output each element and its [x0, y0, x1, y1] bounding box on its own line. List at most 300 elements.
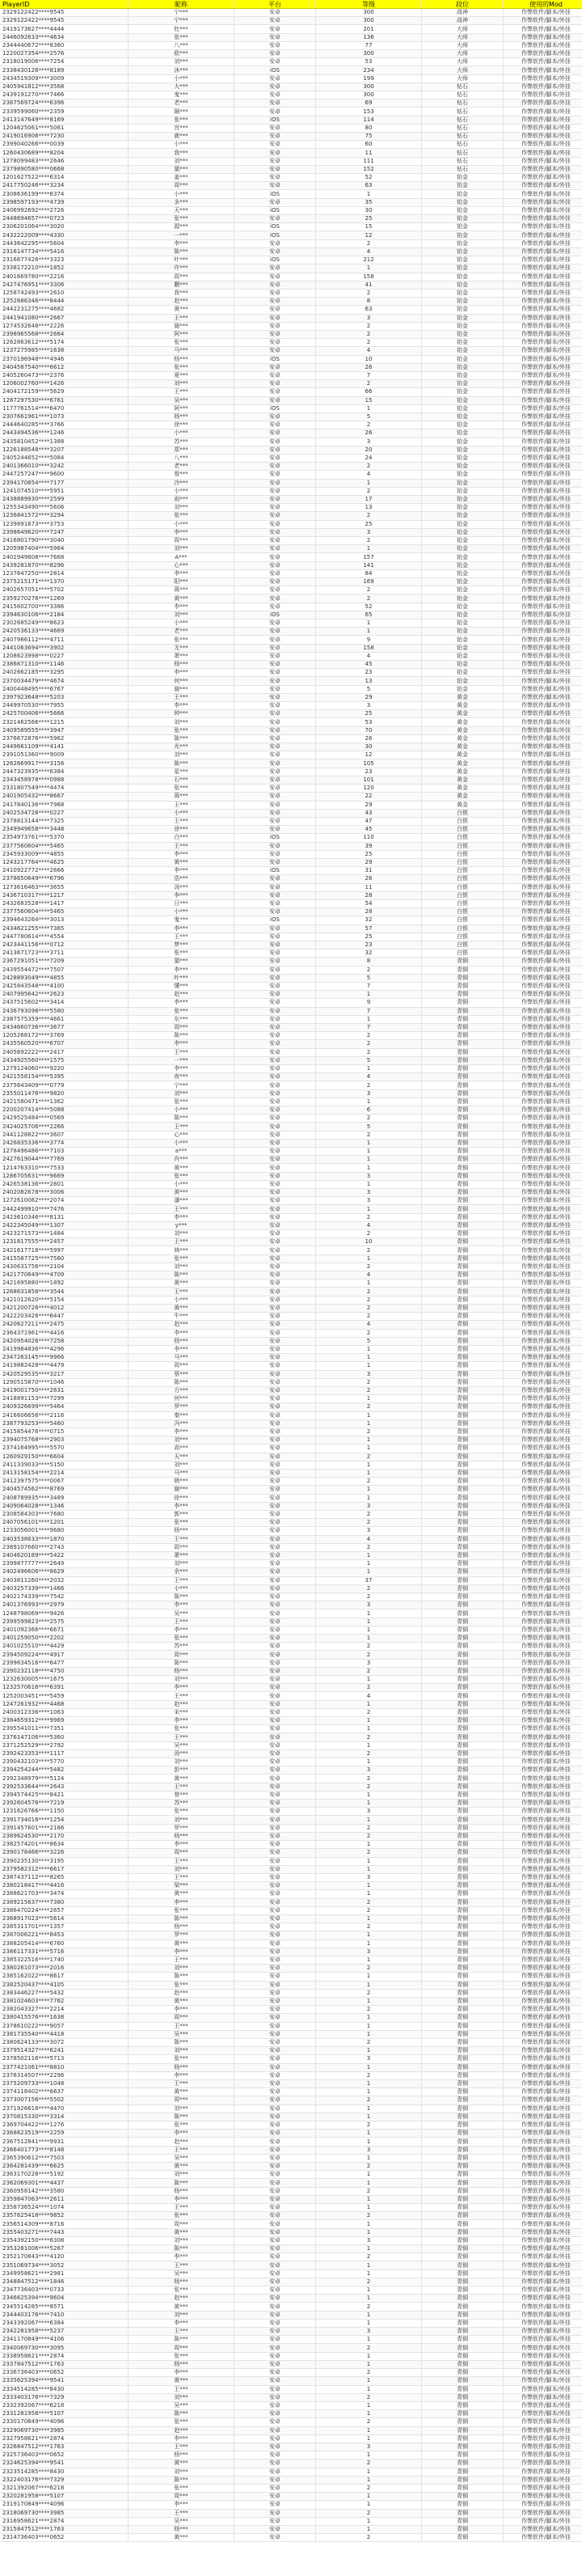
mod-cell: 作弊软件/脚本/外挂: [504, 2360, 582, 2368]
mod-cell: 作弊软件/脚本/外挂: [504, 1981, 582, 1989]
column-header-platform[interactable]: 平台: [234, 0, 316, 9]
level-cell: 110: [316, 834, 422, 842]
nickname-cell: 吴***: [129, 2517, 234, 2525]
level-cell: 15: [316, 396, 422, 404]
mod-cell: 作弊软件/脚本/外挂: [504, 1576, 582, 1584]
nickname-cell: 刘***: [129, 1965, 234, 1973]
level-cell: 2: [316, 2509, 422, 2517]
player-id-cell: 2320281958****5107: [0, 2493, 129, 2501]
nickname-cell: 陈***: [129, 1593, 234, 1601]
rank-cell: 铂金: [422, 479, 504, 487]
rank-cell: 铂金: [422, 545, 504, 553]
mod-cell: 作弊软件/脚本/外挂: [504, 273, 582, 281]
table-row: [0, 1280, 582, 1288]
rank-cell: 黄金: [422, 759, 504, 768]
platform-cell: 安卓: [234, 1081, 316, 1089]
table-row: [0, 2443, 582, 2451]
table-row: [0, 2195, 582, 2203]
nickname-cell: 刘***: [129, 2311, 234, 2319]
rank-cell: 青铜: [422, 1939, 504, 1948]
mod-cell: 作弊软件/脚本/外挂: [504, 1081, 582, 1089]
player-id-cell: 1241074510****5951: [0, 487, 129, 495]
player-id-cell: 2306201064****3020: [0, 223, 129, 231]
table-row: [0, 1148, 582, 1156]
level-cell: 2: [316, 586, 422, 594]
mod-cell: 作弊软件/脚本/外挂: [504, 1956, 582, 1964]
level-cell: 1: [316, 1791, 422, 1799]
table-row: [0, 91, 582, 99]
table-row: [0, 2038, 582, 2046]
level-cell: 1: [316, 1635, 422, 1643]
rank-cell: 青铜: [422, 1370, 504, 1378]
mod-cell: 作弊软件/脚本/外挂: [504, 2146, 582, 2154]
platform-cell: 安卓: [234, 537, 316, 545]
rank-cell: 铂金: [422, 504, 504, 512]
rank-cell: 青铜: [422, 1139, 504, 1147]
level-cell: 2: [316, 2418, 422, 2426]
nickname-cell: 王***: [129, 1692, 234, 1700]
mod-cell: 作弊软件/脚本/外挂: [504, 2228, 582, 2236]
mod-cell: 作弊软件/脚本/外挂: [504, 174, 582, 182]
level-cell: 1: [316, 2220, 422, 2228]
level-cell: 1: [316, 1436, 422, 1445]
level-cell: 1: [316, 1956, 422, 1964]
mod-cell: 作弊软件/脚本/外挂: [504, 685, 582, 693]
level-cell: 1: [316, 1486, 422, 1494]
column-header-nickname[interactable]: 昵称: [129, 0, 234, 9]
table-row: [0, 1189, 582, 1197]
nickname-cell: 徐***: [129, 1494, 234, 1502]
player-id-cell: 2323514285****8430: [0, 2468, 129, 2476]
mod-cell: 作弊软件/脚本/外挂: [504, 999, 582, 1007]
nickname-cell: 猫***: [129, 165, 234, 173]
platform-cell: 安卓: [234, 1445, 316, 1453]
level-cell: 4: [316, 1535, 422, 1543]
player-id-cell: 2321462566****1215: [0, 718, 129, 726]
nickname-cell: 吴***: [129, 2030, 234, 2038]
player-id-cell: 2360958142****3580: [0, 2187, 129, 2195]
table-row: [0, 1007, 582, 1015]
level-cell: 300: [316, 82, 422, 91]
table-row: [0, 66, 582, 74]
level-cell: 2: [316, 2212, 422, 2220]
platform-cell: 安卓: [234, 2517, 316, 2525]
rank-cell: 青铜: [422, 1436, 504, 1445]
platform-cell: 安卓: [234, 1205, 316, 1213]
mod-cell: 作弊软件/脚本/外挂: [504, 41, 582, 49]
mod-cell: 作弊软件/脚本/外挂: [504, 2278, 582, 2286]
nickname-cell: 宁***: [129, 17, 234, 25]
rank-cell: 青铜: [422, 2501, 504, 2509]
platform-cell: 安卓: [234, 2377, 316, 2385]
column-header-rank[interactable]: 段位: [422, 0, 504, 9]
player-id-cell: 2354392150****6308: [0, 2236, 129, 2244]
nickname-cell: 李***: [129, 924, 234, 933]
nickname-cell: 王***: [129, 1618, 234, 1626]
mod-cell: 作弊软件/脚本/外挂: [504, 1469, 582, 1477]
nickname-cell: 王***: [129, 1238, 234, 1246]
rank-cell: 青铜: [422, 1395, 504, 1403]
level-cell: 1: [316, 2426, 422, 2434]
player-id-cell: 2419016906****7230: [0, 133, 129, 141]
table-row: [0, 1213, 582, 1221]
platform-cell: 安卓: [234, 58, 316, 66]
platform-cell: 安卓: [234, 2055, 316, 2063]
player-id-cell: 2410922772****2666: [0, 867, 129, 875]
player-id-cell: 2384659312****9969: [0, 1717, 129, 1725]
column-header-player-id[interactable]: PlayerID: [0, 0, 129, 9]
mod-cell: 作弊软件/脚本/外挂: [504, 339, 582, 347]
mod-cell: 作弊软件/脚本/外挂: [504, 190, 582, 198]
table-row: [0, 793, 582, 801]
level-cell: 1: [316, 1997, 422, 2005]
mod-cell: 作弊软件/脚本/外挂: [504, 1180, 582, 1188]
mod-cell: 作弊软件/脚本/外挂: [504, 17, 582, 25]
level-cell: 3: [316, 1766, 422, 1774]
platform-cell: 安卓: [234, 875, 316, 883]
table-row: [0, 495, 582, 503]
nickname-cell: 八***: [129, 41, 234, 49]
table-row: [0, 2171, 582, 2179]
rank-cell: 铂金: [422, 273, 504, 281]
nickname-cell: 王***: [129, 1783, 234, 1791]
nickname-cell: 石***: [129, 776, 234, 784]
rank-cell: 白银: [422, 834, 504, 842]
mod-cell: 作弊软件/脚本/外挂: [504, 2038, 582, 2046]
player-id-cell: 2448694657****0723: [0, 215, 129, 223]
level-cell: 2: [316, 2303, 422, 2311]
player-id-cell: 2329069730****3985: [0, 2426, 129, 2434]
nickname-cell: 苏***: [129, 1800, 234, 1808]
platform-cell: 安卓: [234, 702, 316, 710]
rank-cell: 青铜: [422, 1643, 504, 1651]
table-row: [0, 322, 582, 330]
rank-cell: 铂金: [422, 553, 504, 561]
platform-cell: 安卓: [234, 924, 316, 933]
mod-cell: 作弊软件/脚本/外挂: [504, 157, 582, 165]
level-cell: 4: [316, 347, 422, 355]
platform-cell: 安卓: [234, 1280, 316, 1288]
level-cell: 3: [316, 314, 422, 322]
level-cell: 1: [316, 1280, 422, 1288]
table-row: [0, 512, 582, 520]
nickname-cell: 潘***: [129, 1197, 234, 1205]
table-row: [0, 380, 582, 388]
level-cell: 37: [316, 1576, 422, 1584]
player-id-cell: 1231817555****2457: [0, 1238, 129, 1246]
mod-cell: 作弊软件/脚本/外挂: [504, 528, 582, 536]
rank-cell: 青铜: [422, 1956, 504, 1964]
level-cell: 157: [316, 553, 422, 561]
platform-cell: 安卓: [234, 1304, 316, 1312]
player-id-cell: 2344403176****7410: [0, 2311, 129, 2319]
level-cell: 3: [316, 1873, 422, 1881]
level-cell: 4: [316, 247, 422, 256]
platform-cell: 安卓: [234, 2236, 316, 2244]
column-header-level[interactable]: 等级: [316, 0, 422, 9]
mod-cell: 作弊软件/脚本/外挂: [504, 2195, 582, 2203]
nickname-cell: 浩***: [129, 875, 234, 883]
player-id-cell: 1248798069****9426: [0, 1609, 129, 1618]
nickname-cell: 张***: [129, 1519, 234, 1527]
player-id-cell: 2368917023****5614: [0, 1914, 129, 1922]
level-cell: 105: [316, 759, 422, 768]
table-row: [0, 685, 582, 693]
rank-cell: 青铜: [422, 2204, 504, 2212]
platform-cell: 安卓: [234, 1824, 316, 1832]
level-cell: 35: [316, 198, 422, 206]
mod-cell: 作弊软件/脚本/外挂: [504, 1313, 582, 1321]
player-id-cell: 2423441156****0712: [0, 941, 129, 949]
mod-cell: 作弊软件/脚本/外挂: [504, 91, 582, 99]
rank-cell: 铂金: [422, 685, 504, 693]
platform-cell: 安卓: [234, 108, 316, 116]
level-cell: 158: [316, 273, 422, 281]
platform-cell: 安卓: [234, 1040, 316, 1048]
mod-cell: 作弊软件/脚本/外挂: [504, 908, 582, 916]
platform-cell: 安卓: [234, 2509, 316, 2517]
platform-cell: 安卓: [234, 1296, 316, 1304]
player-id-cell: 1214763310****7533: [0, 1164, 129, 1172]
mod-cell: 作弊软件/脚本/外挂: [504, 553, 582, 561]
table-row: [0, 239, 582, 247]
rank-cell: 青铜: [422, 1824, 504, 1832]
table-row: [0, 1808, 582, 1816]
rank-cell: 青铜: [422, 1931, 504, 1939]
table-row: [0, 1271, 582, 1280]
table-row: [0, 487, 582, 495]
rank-cell: 大师: [422, 74, 504, 82]
table-row: [0, 1898, 582, 1906]
nickname-cell: 谢***: [129, 685, 234, 693]
player-id-cell: 2405692222****2417: [0, 1048, 129, 1056]
rank-cell: 铂金: [422, 652, 504, 660]
level-cell: 141: [316, 561, 422, 569]
nickname-cell: 王***: [129, 2443, 234, 2451]
nickname-cell: 李***: [129, 1626, 234, 1634]
table-row: [0, 1015, 582, 1023]
table-row: [0, 1973, 582, 1981]
player-id-cell: 2345933009****4855: [0, 850, 129, 858]
level-cell: 2: [316, 512, 422, 520]
level-cell: 2: [316, 1584, 422, 1593]
platform-cell: 安卓: [234, 2171, 316, 2179]
nickname-cell: 黄***: [129, 1939, 234, 1948]
player-id-cell: 2331807549****4474: [0, 785, 129, 793]
mod-cell: 作弊软件/脚本/外挂: [504, 1296, 582, 1304]
level-cell: 2: [316, 1313, 422, 1321]
player-id-cell: 1239891673****3753: [0, 520, 129, 528]
rank-cell: 青铜: [422, 1651, 504, 1659]
nickname-cell: 王***: [129, 2328, 234, 2336]
table-row: [0, 82, 582, 91]
mod-cell: 作弊软件/脚本/外挂: [504, 1329, 582, 1337]
nickname-cell: 蒋***: [129, 586, 234, 594]
player-id-cell: 2426538136****2801: [0, 1180, 129, 1188]
player-id-cell: 2397923648****5203: [0, 693, 129, 701]
level-cell: 17: [316, 495, 422, 503]
mod-cell: 作弊软件/脚本/外挂: [504, 1923, 582, 1931]
table-row: [0, 561, 582, 569]
platform-cell: 安卓: [234, 858, 316, 866]
rank-cell: 青铜: [422, 1345, 504, 1353]
platform-cell: 安卓: [234, 1180, 316, 1188]
mod-cell: 作弊软件/脚本/外挂: [504, 2401, 582, 2409]
level-cell: 47: [316, 817, 422, 825]
mod-cell: 作弊软件/脚本/外挂: [504, 826, 582, 834]
mod-cell: 作弊软件/脚本/外挂: [504, 495, 582, 503]
nickname-cell: 李***: [129, 1040, 234, 1048]
level-cell: 2: [316, 380, 422, 388]
player-id-cell: 2421200726****4012: [0, 1304, 129, 1312]
table-row: [0, 620, 582, 628]
nickname-cell: 鹿***: [129, 133, 234, 141]
mod-cell: 作弊软件/脚本/外挂: [504, 1824, 582, 1832]
nickname-cell: 刘***: [129, 2047, 234, 2055]
rank-cell: 青铜: [422, 1758, 504, 1766]
table-row: [0, 446, 582, 454]
table-row: [0, 2434, 582, 2443]
level-cell: 45: [316, 826, 422, 834]
nickname-cell: 曾***: [129, 471, 234, 479]
rank-cell: 黄金: [422, 776, 504, 784]
table-row: [0, 751, 582, 759]
level-cell: 300: [316, 17, 422, 25]
mod-cell: 作弊软件/脚本/外挂: [504, 1510, 582, 1518]
nickname-cell: 刘***: [129, 718, 234, 726]
nickname-cell: 李***: [129, 569, 234, 577]
table-row: [0, 1172, 582, 1180]
level-cell: 2: [316, 1906, 422, 1914]
table-row: [0, 734, 582, 742]
table-row: [0, 652, 582, 660]
table-row: [0, 1568, 582, 1576]
nickname-cell: 宋***: [129, 1708, 234, 1716]
platform-cell: 安卓: [234, 1535, 316, 1543]
player-id-cell: 2427476951****3306: [0, 281, 129, 289]
platform-cell: 安卓: [234, 25, 316, 33]
column-header-mod[interactable]: 使用的Mod: [504, 0, 582, 9]
platform-cell: 安卓: [234, 1345, 316, 1353]
nickname-cell: 张***: [129, 2418, 234, 2426]
rank-cell: 白银: [422, 916, 504, 924]
table-row: [0, 966, 582, 974]
level-cell: 2: [316, 1849, 422, 1857]
rank-cell: 钻石: [422, 124, 504, 132]
player-id-cell: 2338958621****2874: [0, 2352, 129, 2360]
nickname-cell: 苏***: [129, 438, 234, 446]
player-id-cell: 2345514285****8571: [0, 2303, 129, 2311]
player-id-cell: 1206002760****1426: [0, 380, 129, 388]
mod-cell: 作弊软件/脚本/外挂: [504, 1535, 582, 1543]
platform-cell: 安卓: [234, 2484, 316, 2492]
table-row: [0, 1115, 582, 1123]
mod-cell: 作弊软件/脚本/外挂: [504, 537, 582, 545]
platform-cell: 安卓: [234, 966, 316, 974]
table-row: [0, 1337, 582, 1345]
nickname-cell: 杨***: [129, 661, 234, 669]
nickname-cell: 一***: [129, 231, 234, 239]
level-cell: 2: [316, 339, 422, 347]
mod-cell: 作弊软件/脚本/外挂: [504, 759, 582, 768]
player-id-cell: 2413147649****8169: [0, 116, 129, 124]
player-id-cell: 2378813144****7325: [0, 817, 129, 825]
player-id-cell: 2353281006****5267: [0, 2245, 129, 2253]
platform-cell: 安卓: [234, 1189, 316, 1197]
mod-cell: 作弊软件/脚本/外挂: [504, 1890, 582, 1898]
table-row: [0, 1659, 582, 1667]
mod-cell: 作弊软件/脚本/外挂: [504, 2286, 582, 2295]
mod-cell: 作弊软件/脚本/外挂: [504, 256, 582, 264]
platform-cell: 安卓: [234, 2525, 316, 2533]
platform-cell: 安卓: [234, 669, 316, 677]
rank-cell: 青铜: [422, 1048, 504, 1056]
mod-cell: 作弊软件/脚本/外挂: [504, 2525, 582, 2533]
nickname-cell: 刘***: [129, 1230, 234, 1238]
platform-cell: 安卓: [234, 1981, 316, 1989]
level-cell: 1: [316, 404, 422, 412]
level-cell: 3: [316, 2055, 422, 2063]
rank-cell: 铂金: [422, 404, 504, 412]
platform-cell: 安卓: [234, 1749, 316, 1758]
platform-cell: 安卓: [234, 2451, 316, 2460]
rank-cell: 青铜: [422, 1329, 504, 1337]
level-cell: 2: [316, 1378, 422, 1386]
nickname-cell: 王***: [129, 1123, 234, 1131]
level-cell: 2: [316, 1774, 422, 1783]
mod-cell: 作弊软件/脚本/外挂: [504, 2253, 582, 2261]
table-row: [0, 842, 582, 850]
nickname-cell: 苏***: [129, 1643, 234, 1651]
mod-cell: 作弊软件/脚本/外挂: [504, 512, 582, 520]
player-id-cell: 2375215171****1370: [0, 578, 129, 586]
mod-cell: 作弊软件/脚本/外挂: [504, 1626, 582, 1634]
player-id-cell: 2354973761****5370: [0, 834, 129, 842]
nickname-cell: 夜***: [129, 1073, 234, 1081]
platform-cell: 安卓: [234, 1461, 316, 1469]
table-row: [0, 520, 582, 528]
platform-cell: iOS: [234, 834, 316, 842]
table-row: [0, 1494, 582, 1502]
table-row: [0, 396, 582, 404]
table-row: [0, 1816, 582, 1824]
nickname-cell: 日***: [129, 899, 234, 907]
nickname-cell: 小***: [129, 520, 234, 528]
rank-cell: 青铜: [422, 2278, 504, 2286]
rank-cell: 青铜: [422, 1221, 504, 1229]
level-cell: 2: [316, 2121, 422, 2130]
table-row: [0, 759, 582, 768]
table-row: [0, 1329, 582, 1337]
player-id-cell: 2376672876****5962: [0, 734, 129, 742]
nickname-cell: 小***: [129, 487, 234, 495]
table-row: [0, 1849, 582, 1857]
platform-cell: 安卓: [234, 2096, 316, 2104]
level-cell: 2: [316, 1230, 422, 1238]
mod-cell: 作弊软件/脚本/外挂: [504, 1519, 582, 1527]
rank-cell: 铂金: [422, 677, 504, 685]
nickname-cell: 陈***: [129, 734, 234, 742]
player-id-cell: 2385322516****1740: [0, 1956, 129, 1964]
platform-cell: 安卓: [234, 1007, 316, 1015]
platform-cell: 安卓: [234, 2220, 316, 2228]
rank-cell: 青铜: [422, 2171, 504, 2179]
platform-cell: 安卓: [234, 693, 316, 701]
player-id-cell: 2400448495****6767: [0, 685, 129, 693]
player-id-cell: 2308636199****6374: [0, 190, 129, 198]
player-id-cell: 2404587540****6612: [0, 363, 129, 371]
table-row: [0, 2360, 582, 2368]
